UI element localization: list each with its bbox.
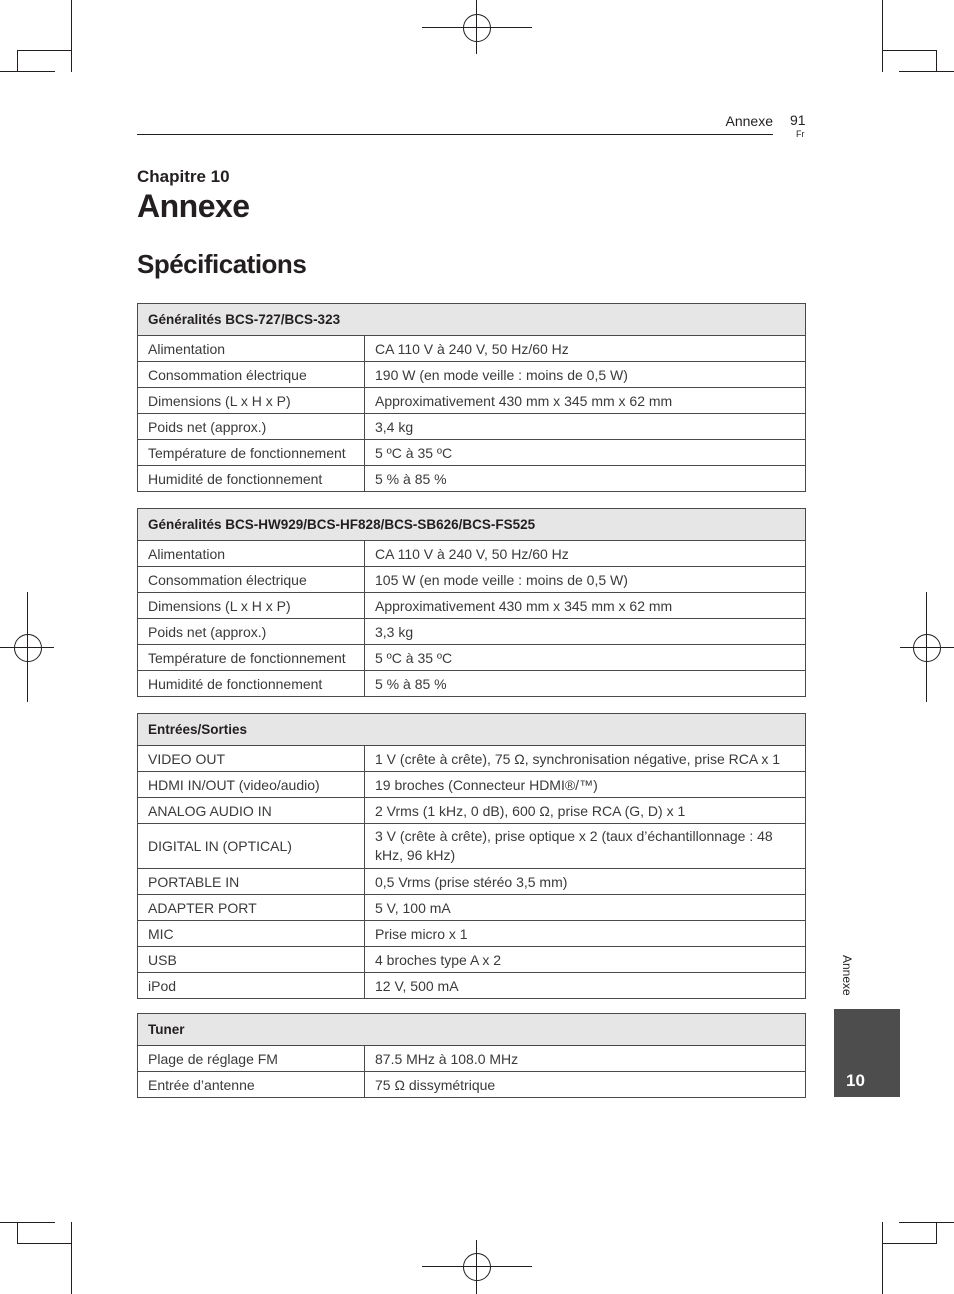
table-title: Généralités BCS-727/BCS-323: [138, 304, 806, 336]
table-row: Entrée d’antenne 75 Ω dissymétrique: [138, 1072, 806, 1098]
table-row: PORTABLE IN 0,5 Vrms (prise stéréo 3,5 mm): [138, 869, 806, 895]
spec-table-general-hw929: [137, 508, 806, 697]
chapter-label: Chapitre 10: [137, 167, 230, 186]
table-row: MIC Prise micro x 1: [138, 921, 806, 947]
language-code: Fr: [796, 129, 805, 139]
table-row: Dimensions (L x H x P) Approximativement 430 mm x 345 mm x 62 mm: [138, 388, 806, 414]
table-row: Température de fonctionnement 5 ºC à 35 ºC: [138, 440, 806, 466]
header-rule: [137, 134, 773, 135]
table-row: HDMI IN/OUT (video/audio) 19 broches (Connecteur HDMI®/™): [138, 772, 806, 798]
table-row: Alimentation CA 110 V à 240 V, 50 Hz/60 Hz: [138, 336, 806, 362]
spec-table-inputs-outputs: [137, 713, 806, 999]
table-row: Humidité de fonctionnement 5 % à 85 %: [138, 466, 806, 492]
chapter-title: Annexe: [137, 188, 250, 224]
table-row: Plage de réglage FM 87.5 MHz à 108.0 MHz: [138, 1046, 806, 1072]
table-row: Consommation électrique 190 W (en mode veille : moins de 0,5 W): [138, 362, 806, 388]
table-row: Humidité de fonctionnement 5 % à 85 %: [138, 671, 806, 697]
spec-table-general-727: [137, 303, 806, 492]
table-row: DIGITAL IN (OPTICAL) 3 V (crête à crête), prise optique x 2 (taux d’échantillonnage : 48 kHz, 96 kHz): [138, 824, 806, 869]
table-title: Entrées/Sorties: [138, 714, 806, 746]
chapter-tab: [834, 1009, 900, 1097]
table-row: ADAPTER PORT 5 V, 100 mA: [138, 895, 806, 921]
table-row: Dimensions (L x H x P) Approximativement 430 mm x 345 mm x 62 mm: [138, 593, 806, 619]
table-row: Poids net (approx.) 3,3 kg: [138, 619, 806, 645]
table-row: VIDEO OUT 1 V (crête à crête), 75 Ω, synchronisation négative, prise RCA x 1: [138, 746, 806, 772]
table-row: ANALOG AUDIO IN 2 Vrms (1 kHz, 0 dB), 600 Ω, prise RCA (G, D) x 1: [138, 798, 806, 824]
table-row: Poids net (approx.) 3,4 kg: [138, 414, 806, 440]
table-row: Température de fonctionnement 5 ºC à 35 ºC: [138, 645, 806, 671]
table-row: Consommation électrique 105 W (en mode veille : moins de 0,5 W): [138, 567, 806, 593]
table-row: USB 4 broches type A x 2: [138, 947, 806, 973]
side-tab-label: Annexe: [840, 955, 854, 996]
table-title: Généralités BCS-HW929/BCS-HF828/BCS-SB626/BCS-FS525: [138, 509, 806, 541]
table-row: Alimentation CA 110 V à 240 V, 50 Hz/60 Hz: [138, 541, 806, 567]
chapter-tab-number: 10: [846, 1071, 865, 1090]
table-title: Tuner: [138, 1014, 806, 1046]
page-number: 91: [790, 112, 806, 128]
section-title: Spécifications: [137, 249, 307, 279]
table-row: iPod 12 V, 500 mA: [138, 973, 806, 999]
spec-table-tuner: [137, 1013, 806, 1098]
running-header-section: Annexe: [725, 113, 773, 129]
